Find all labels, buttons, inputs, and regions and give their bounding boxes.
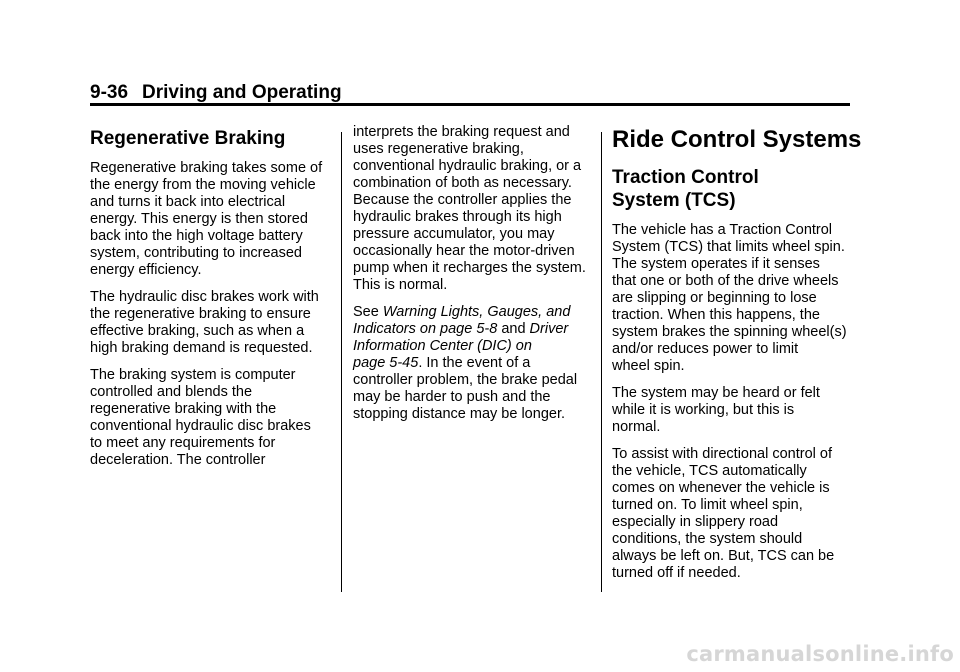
column-1: [90, 124, 335, 479]
text-line: The hydraulic disc brakes work with: [90, 289, 319, 305]
text-line: always be left on. But, TCS can be: [612, 548, 835, 564]
text-line: conventional hydraulic disc brakes: [90, 418, 311, 434]
text-line: To assist with directional control of: [612, 446, 833, 462]
text-line: occasionally hear the motor-driven: [353, 243, 575, 259]
text-line: [353, 355, 593, 372]
chapter-title: Driving and Operating: [142, 82, 342, 103]
text-line: may be harder to push and the: [353, 389, 551, 405]
text-line: combination of both as necessary.: [353, 175, 572, 191]
text-line: stopping distance may be longer.: [353, 406, 565, 422]
paragraph: [90, 160, 335, 279]
text-line: are slipping or beginning to lose: [612, 290, 817, 306]
text-line: normal.: [612, 419, 661, 435]
text-line: controlled and blends the: [90, 384, 253, 400]
text-line: and turns it back into electrical: [90, 194, 286, 210]
text-line: especially in slippery road: [612, 514, 779, 530]
cross-reference-warning-lights-page[interactable]: Indicators on page 5-8: [353, 321, 498, 337]
text-line: to meet any requirements for: [90, 435, 276, 451]
watermark: carmanualsonline.info: [686, 642, 954, 666]
text-line: uses regenerative braking,: [353, 141, 524, 157]
text-line: the energy from the moving vehicle: [90, 177, 316, 193]
text-line: effective braking, such as when a: [90, 323, 305, 339]
text-line: regenerative braking with the: [90, 401, 277, 417]
column-divider-1: [341, 132, 342, 592]
header-rule: [90, 103, 850, 106]
section-heading-regenerative-braking: Regenerative Braking: [90, 128, 286, 149]
text-line: comes on whenever the vehicle is: [612, 480, 830, 496]
text-line: pump when it recharges the system.: [353, 260, 586, 276]
text-line: The braking system is computer: [90, 367, 296, 383]
section-heading-ride-control-systems: Ride Control Systems: [612, 126, 862, 153]
text-line: system, contributing to increased: [90, 245, 302, 261]
page-header: [90, 83, 850, 103]
text-line: System (TCS) that limits wheel spin.: [612, 239, 845, 255]
text-line: the vehicle, TCS automatically: [612, 463, 807, 479]
text-line: Because the controller applies the: [353, 192, 572, 208]
text-line: The system may be heard or felt: [612, 385, 820, 401]
text-line: Regenerative braking takes some of: [90, 160, 323, 176]
text-line: hydraulic brakes through its high: [353, 209, 562, 225]
column-divider-2: [601, 132, 602, 592]
heading-line: System (TCS): [612, 190, 736, 211]
paragraph: [612, 222, 862, 375]
paragraph: [90, 289, 335, 357]
text-line: This is normal.: [353, 277, 448, 293]
text-line: energy efficiency.: [90, 262, 202, 278]
text-line: [353, 338, 593, 355]
text-line: deceleration. The controller: [90, 452, 266, 468]
text-line: The system operates if it senses: [612, 256, 820, 272]
text-line: back into the high voltage battery: [90, 228, 303, 244]
text-line: controller problem, the brake pedal: [353, 372, 578, 388]
paragraph: [90, 367, 335, 469]
paragraph-see-references: [353, 304, 593, 423]
text-line: and/or reduces power to limit: [612, 341, 799, 357]
heading-line: Traction Control: [612, 167, 759, 188]
text-line: conventional hydraulic braking, or a: [353, 158, 582, 174]
text-line: the regenerative braking to ensure: [90, 306, 311, 322]
cross-reference-warning-lights[interactable]: Warning Lights, Gauges, and: [382, 304, 571, 320]
text-line: The vehicle has a Traction Control: [612, 222, 833, 238]
text-line: while it is working, but this is: [612, 402, 795, 418]
see-text: See: [353, 304, 383, 320]
text-line: energy. This energy is then stored: [90, 211, 308, 227]
text-fragment: . In the event of a: [418, 355, 531, 371]
text-line: conditions, the system should: [612, 531, 803, 547]
text-line: wheel spin.: [612, 358, 685, 374]
cross-reference-dic[interactable]: Driver: [529, 321, 569, 337]
text-line: pressure accumulator, you may: [353, 226, 555, 242]
text-line: [353, 321, 593, 338]
and-text: and: [497, 321, 530, 337]
cross-reference-dic-page[interactable]: page 5-45: [353, 355, 419, 371]
subsection-heading-tcs: [612, 166, 862, 212]
text-line: [353, 304, 593, 321]
paragraph: [353, 124, 593, 294]
text-line: interprets the braking request and: [353, 124, 570, 140]
column-2: [353, 124, 593, 433]
page-number: 9-36: [90, 82, 129, 103]
column-3: [612, 124, 862, 592]
text-line: turned off if needed.: [612, 565, 741, 581]
paragraph: [612, 385, 862, 436]
text-line: that one or both of the drive wheels: [612, 273, 839, 289]
cross-reference-dic-cont[interactable]: Information Center (DIC) on: [353, 338, 532, 354]
text-line: system brakes the spinning wheel(s): [612, 324, 847, 340]
text-line: turned on. To limit wheel spin,: [612, 497, 803, 513]
text-line: traction. When this happens, the: [612, 307, 820, 323]
text-line: high braking demand is requested.: [90, 340, 313, 356]
paragraph: [612, 446, 862, 582]
